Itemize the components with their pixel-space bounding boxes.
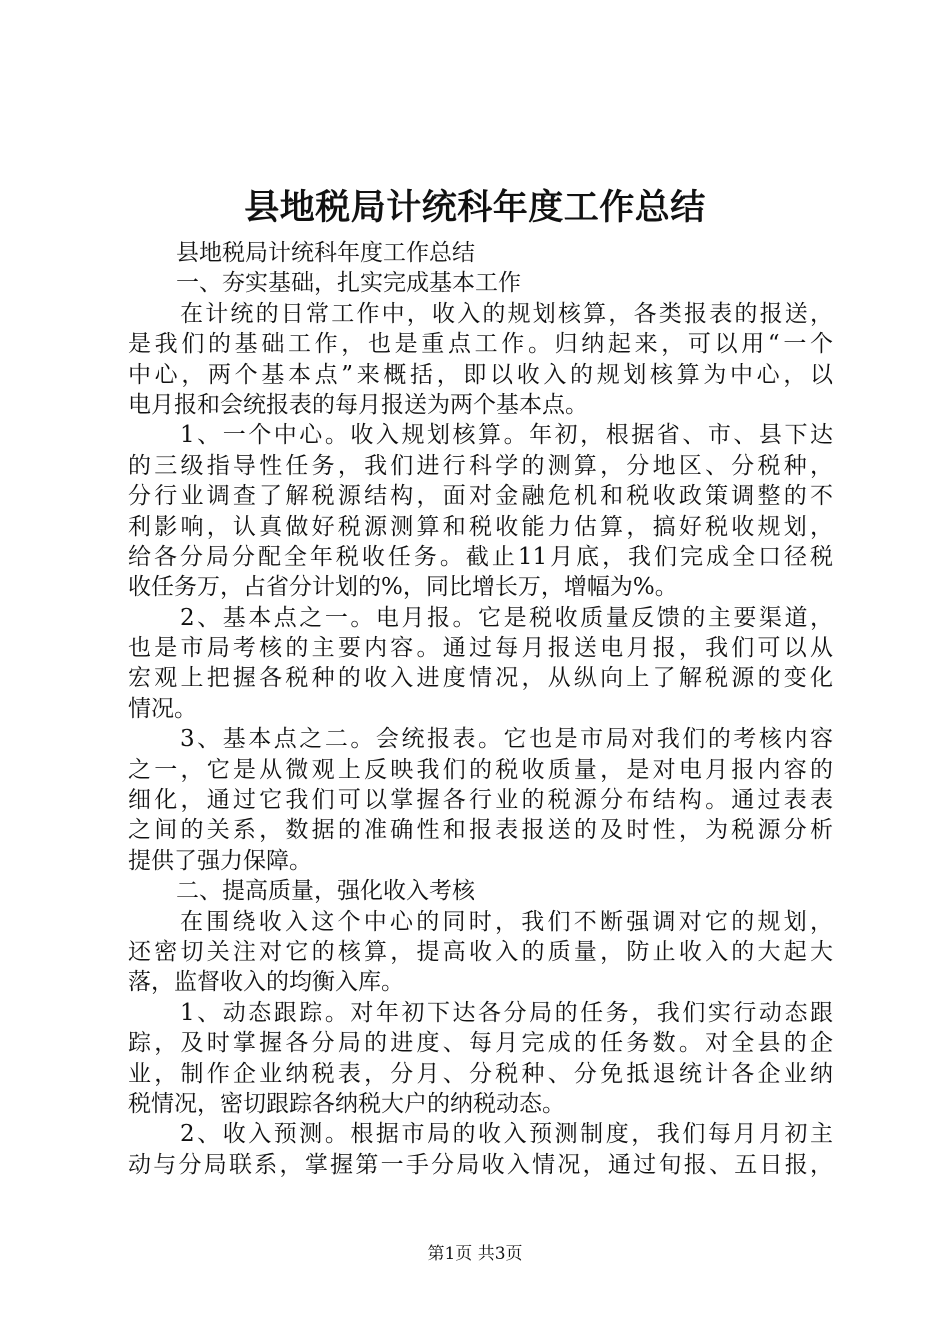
text-line: 3、基本点之二。会统报表。它也是市局对我们的考核内容 [180,726,833,753]
text-line: 分行业调查了解税源结构，面对金融危机和税收政策调整的不 [128,483,833,510]
text-line: 电月报和会统报表的每月报送为两个基本点。 [128,391,588,418]
text-line: 之一，它是从微观上反映我们的税收质量，是对电月报内容的 [128,756,833,783]
text-line: 给各分局分配全年税收任务。截止11月底，我们完成全口径税 [128,543,833,570]
text-line: 动与分局联系，掌握第一手分局收入情况，通过旬报、五日报， [128,1151,833,1178]
text-line: 中心，两个基本点”来概括，即以收入的规划核算为中心，以 [128,361,833,388]
text-line: 宏观上把握各税种的收入进度情况，从纵向上了解税源的变化 [128,665,833,692]
text-line: 还密切关注对它的核算，提高收入的质量，防止收入的大起大 [128,938,833,965]
text-line: 也是市局考核的主要内容。通过每月报送电月报，我们可以从 [128,635,833,662]
text-line: 情况。 [128,695,197,722]
text-line: 2、基本点之一。电月报。它是税收质量反馈的主要渠道， [180,604,833,631]
text-line: 利影响，认真做好税源测算和税收能力估算，搞好税收规划， [128,513,833,540]
text-line: 细化，通过它我们可以掌握各行业的税源分布结构。通过表表 [128,787,833,814]
section-heading: 一、夯实基础，扎实完成基本工作 [176,270,521,297]
text-line: 踪，及时掌握各分局的进度、每月完成的任务数。对全县的企 [128,1030,833,1057]
text-line: 1、动态跟踪。对年初下达各分局的任务，我们实行动态跟 [180,999,833,1026]
text-line: 业，制作企业纳税表，分月、分税种、分免抵退统计各企业纳 [128,1060,833,1087]
text-line: 是我们的基础工作，也是重点工作。归纳起来，可以用“一个 [128,331,833,358]
page-footer: 第1页 共3页 [427,1244,523,1264]
document-title: 县地税局计统科年度工作总结 [244,187,706,228]
text-line: 落，监督收入的均衡入库。 [128,969,404,996]
section-heading: 二、提高质量，强化收入考核 [176,878,475,905]
text-line: 县地税局计统科年度工作总结 [176,240,475,266]
text-line: 的三级指导性任务，我们进行科学的测算，分地区、分税种， [128,452,833,479]
text-line: 之间的关系，数据的准确性和报表报送的及时性，为税源分析 [128,817,833,844]
text-line: 在围绕收入这个中心的同时，我们不断强调对它的规划， [180,908,833,935]
text-line: 收任务万，占省分计划的%，同比增长万，增幅为%。 [128,574,678,601]
document-body [128,238,833,1180]
text-line: 提供了强力保障。 [128,847,312,874]
text-line: 1、一个中心。收入规划核算。年初，根据省、市、县下达 [180,422,833,449]
text-line: 2、收入预测。根据市局的收入预测制度，我们每月月初主 [180,1121,833,1148]
text-line: 在计统的日常工作中，收入的规划核算，各类报表的报送， [180,300,833,327]
text-line: 税情况，密切跟踪各纳税大户的纳税动态。 [128,1090,565,1117]
